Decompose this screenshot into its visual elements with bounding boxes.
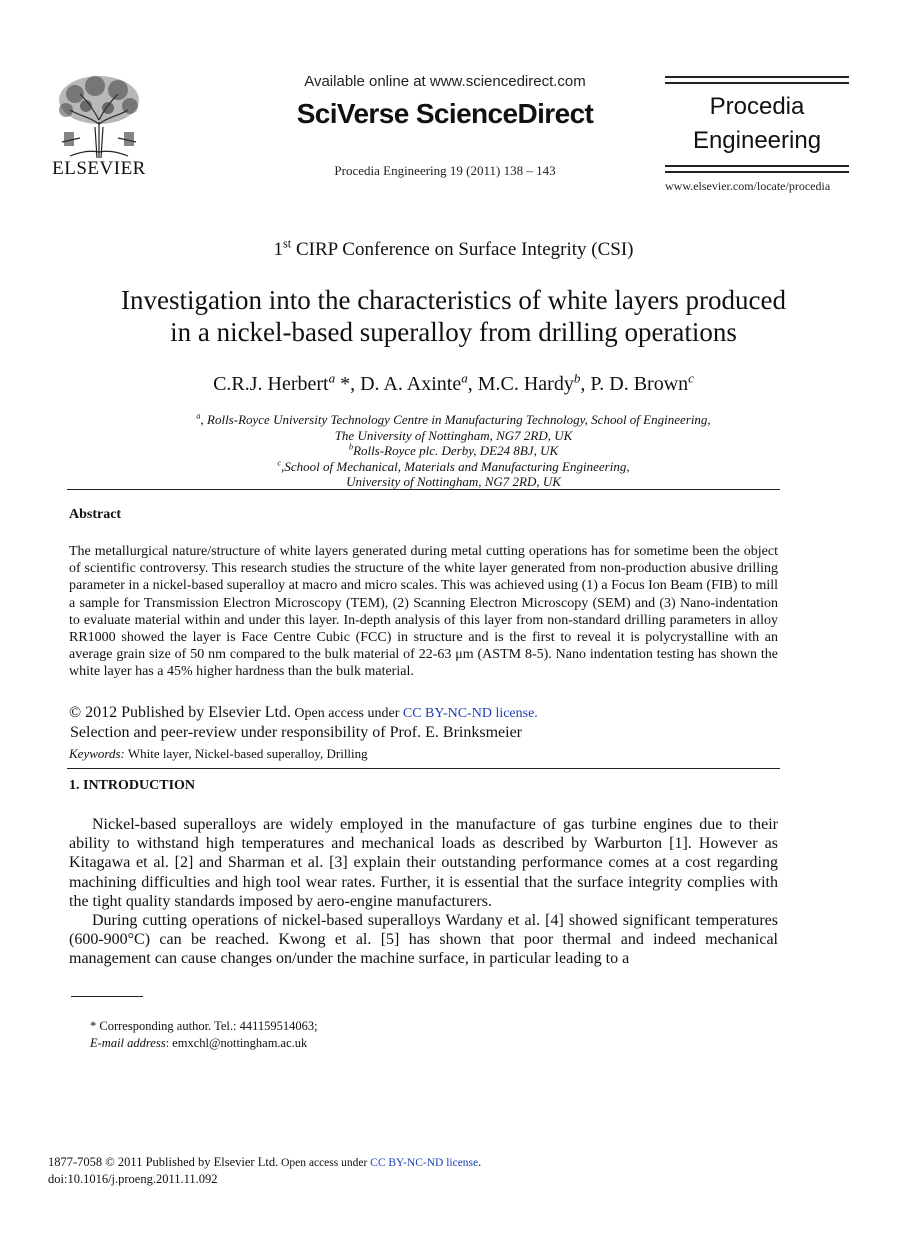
- open-access-text: Open access under: [290, 706, 403, 721]
- keywords-text: White layer, Nickel-based superalloy, Drilling: [124, 746, 368, 761]
- introduction-top-rule: [67, 768, 780, 769]
- abstract-body: The metallurgical nature/structure of white layers generated during metal cutting operations has for sometime been the object of scientific controversy. This research studies the structure of the white layer generated from non-production abusive drilling parameter in a nickel-based superalloy at macro and micro scales. This was achieved using (1) a Focus Ion Beam (FIB) to mill a sample for Transmission Electron Microscopy (TEM), (2) Scanning Electron Microscopy (SEM) and (3) Nano-indentation to evaluate material within and under this layer. In-depth analysis of this layer from non-standard drilling parameters in alloy RR1000 showed the layer is Face Centre Cubic (FCC) in structure and is the first to reveal it is polycrystalline with an average grain size of 50 nm compared to the bulk material of 22-63 μm (ASTM 8-5). Nano indentation testing has shown the white layer has a 45% higher hardness than the bulk material.: [69, 544, 778, 680]
- journal-title-bottom-rule: [665, 165, 849, 167]
- conference-ordinal: 1: [273, 239, 283, 260]
- license-link[interactable]: CC BY-NC-ND license.: [402, 706, 538, 721]
- footnote-corresponding: * Corresponding author. Tel.: 441159514063;: [90, 1019, 318, 1033]
- keywords-label: Keywords:: [69, 746, 125, 761]
- elsevier-logo: [50, 72, 148, 178]
- email-label: E-mail address: [90, 1036, 166, 1050]
- introduction-paragraph-2: During cutting operations of nickel-based superalloys Wardany et al. [4] showed significant temperatures (600-900°C) can be reached. Kwong et al. [5] has shown that poor thermal and indeed mechanical management can cause changes on/under the machine surface, in particular leading to a: [69, 912, 778, 968]
- affiliation-a-line1: [60, 412, 847, 428]
- author-affiliation-mark: a: [328, 370, 336, 386]
- copyright-line: [69, 704, 789, 722]
- affiliation-text: Rolls-Royce plc. Derby, DE24 8BJ, UK: [353, 443, 559, 458]
- introduction-paragraph-1: Nickel-based superalloys are widely employed in the manufacture of gas turbine engines due to their ability to withstand high temperatures and mechanical loads as described by Warburton [1]. However as Kitagawa et al. [2] and Sharman et al. [3] explain their outstanding performance comes at a cost regarding machining difficulties and high tool wear rates. Further, it is essential that the surface integrity complies with the tight quality standards imposed by aero-engine manufacturers.: [69, 816, 778, 910]
- journal-title-top-rule: [665, 76, 849, 78]
- author-separator: ,: [467, 373, 478, 395]
- author-affiliation-mark: c: [688, 370, 694, 386]
- introduction-heading: 1. INTRODUCTION: [69, 778, 196, 793]
- journal-title-line2: Engineering: [692, 127, 822, 154]
- affiliation-c-line1: [60, 459, 847, 475]
- publisher-name: ELSEVIER: [52, 158, 146, 179]
- conference-name: CIRP Conference on Surface Integrity (CSI): [291, 239, 634, 260]
- footer-license-link[interactable]: CC BY-NC-ND license: [370, 1157, 479, 1169]
- conference-ordinal-sup: st: [283, 236, 292, 251]
- author-name: M.C. Hardy: [477, 373, 574, 395]
- keywords-line: [69, 746, 789, 762]
- sciverse-sciencedirect-logo: SciVerse ScienceDirect: [296, 98, 594, 129]
- available-online-text: Available online at www.sciencedirect.com: [304, 73, 586, 90]
- author-affiliation-mark: b: [573, 370, 581, 386]
- elsevier-tree-icon: [50, 72, 148, 160]
- email-address[interactable]: : emxchl@nottingham.ac.uk: [165, 1036, 308, 1050]
- journal-title-line1: Procedia: [709, 93, 805, 120]
- affiliation-a-line2: The University of Nottingham, NG7 2RD, UK: [334, 427, 573, 443]
- affiliation-b-line1: [60, 443, 847, 459]
- affiliations: [60, 412, 847, 490]
- affiliation-mark: b: [348, 441, 354, 452]
- footer-open-access: Open access under: [278, 1157, 371, 1169]
- footnote-separator: [71, 996, 143, 997]
- affiliation-text: ,School of Mechanical, Materials and Manufacturing Engineering,: [281, 458, 630, 474]
- paper-title-line2: in a nickel-based superalloy from drilling operations: [170, 317, 737, 347]
- author-separator: *,: [335, 373, 361, 395]
- copyright-text: © 2012 Published by Elsevier Ltd.: [69, 704, 291, 721]
- abstract-heading: Abstract: [69, 507, 122, 522]
- footer-period: .: [478, 1155, 482, 1169]
- affiliation-text: , Rolls-Royce University Technology Centre in Manufacturing Technology, School of Engineering,: [200, 412, 711, 427]
- author-name: C.R.J. Herbert: [213, 373, 329, 395]
- journal-url[interactable]: www.elsevier.com/locate/procedia: [665, 179, 831, 193]
- affiliation-mark: c: [277, 457, 282, 468]
- abstract-top-rule: [67, 489, 780, 490]
- affiliation-c-line2: University of Nottingham, NG7 2RD, UK: [346, 474, 561, 489]
- author-affiliation-mark: a: [461, 370, 468, 386]
- paper-title-line1: Investigation into the characteristics of white layers produced: [120, 285, 787, 315]
- conference-line: [100, 236, 807, 261]
- footer-copyright-line: [48, 1155, 768, 1170]
- journal-title-bottom-rule-2: [665, 171, 849, 173]
- author-name: D. A. Axinte: [360, 373, 462, 395]
- doi[interactable]: doi:10.1016/j.proeng.2011.11.092: [48, 1172, 218, 1186]
- author-separator: ,: [580, 373, 591, 395]
- author-list: [60, 370, 847, 396]
- footnote-email: [90, 1036, 307, 1051]
- affiliation-mark: a: [196, 410, 201, 421]
- peer-review-line: Selection and peer-review under responsibility of Prof. E. Brinksmeier: [70, 724, 522, 741]
- issn-copyright: 1877-7058 © 2011 Published by Elsevier Ltd.: [48, 1155, 279, 1169]
- journal-title-top-rule-2: [665, 82, 849, 84]
- author-name: P. D. Brown: [590, 373, 689, 395]
- journal-citation: Procedia Engineering 19 (2011) 138 – 143: [334, 163, 556, 178]
